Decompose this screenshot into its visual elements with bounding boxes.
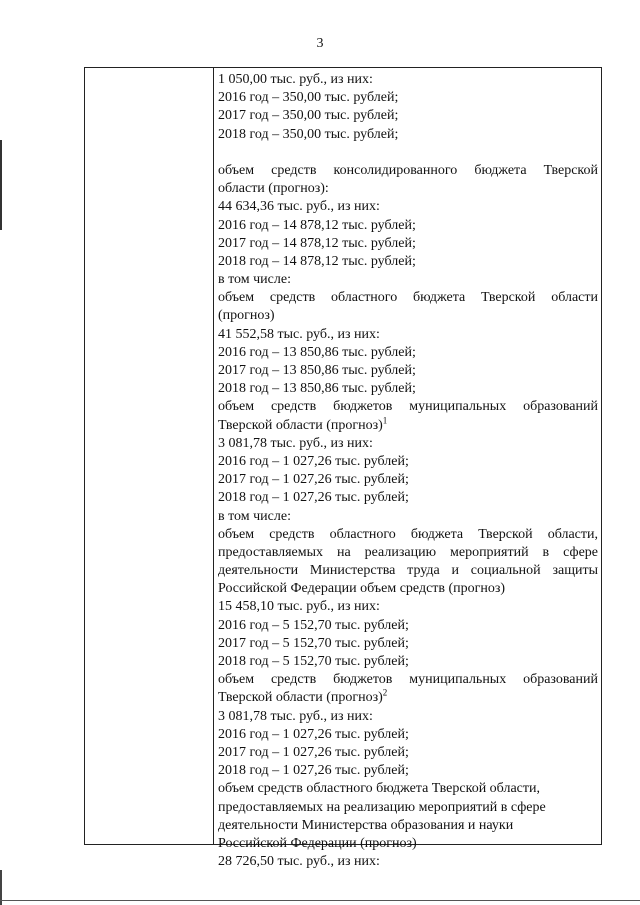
text-line xyxy=(218,689,598,707)
line-text: Российской Федерации объем средств (прогноз) xyxy=(218,581,506,597)
text-line xyxy=(218,380,598,398)
text-line xyxy=(218,126,598,144)
text-line xyxy=(218,817,598,835)
column-divider xyxy=(213,68,214,844)
text-line xyxy=(218,799,598,817)
line-text: 2016 год – 350,00 тыс. рублей; xyxy=(218,90,399,106)
financing-text-cell xyxy=(218,71,598,871)
line-text: области (прогноз): xyxy=(218,181,329,197)
text-line xyxy=(218,198,598,216)
text-line xyxy=(218,414,598,435)
text-line xyxy=(218,762,598,780)
line-text: 2017 год – 350,00 тыс. рублей; xyxy=(218,108,399,124)
text-line xyxy=(218,780,598,798)
line-text: 2017 год – 13 850,86 тыс. рублей; xyxy=(218,363,416,378)
text-line xyxy=(218,562,598,580)
line-text: 3 081,78 тыс. руб., из них: xyxy=(218,708,373,724)
line-text: объем средств бюджетов муниципальных образований xyxy=(218,399,598,415)
text-line xyxy=(218,471,598,489)
line-text: деятельности Министерства образования и науки xyxy=(218,817,514,833)
line-text: объем средств консолидированного бюджета Тверской xyxy=(218,162,598,178)
line-text: предоставляемых на реализацию мероприятий в сфере xyxy=(218,544,598,560)
text-line xyxy=(218,289,598,307)
line-text: в том числе: xyxy=(218,508,291,524)
text-line xyxy=(218,726,598,744)
line-text: 44 634,36 тыс. руб., из них: xyxy=(218,199,380,215)
line-text: 2017 год – 1 027,26 тыс. рублей; xyxy=(218,744,409,760)
text-line xyxy=(218,180,598,198)
text-line xyxy=(218,107,598,125)
text-line xyxy=(218,617,598,635)
line-text: 2017 год – 5 152,70 тыс. рублей; xyxy=(218,635,409,651)
line-text: 28 726,50 тыс. руб., из них: xyxy=(218,854,380,870)
scan-edge-line xyxy=(0,900,640,901)
footnote-marker: 1 xyxy=(382,414,388,425)
text-line xyxy=(218,508,598,526)
line-text: 2018 год – 350,00 тыс. рублей; xyxy=(218,126,399,142)
line-text: 2018 год – 13 850,86 тыс. рублей; xyxy=(218,381,416,397)
text-line xyxy=(218,853,598,871)
text-line xyxy=(218,671,598,689)
text-line xyxy=(218,398,598,416)
line-text: 2018 год – 1 027,26 тыс. рублей; xyxy=(218,490,409,506)
page-number: 3 xyxy=(316,36,324,51)
text-line xyxy=(218,217,598,235)
text-line xyxy=(218,344,598,362)
text-line xyxy=(218,362,598,380)
text-line xyxy=(218,489,598,507)
line-text: 2018 год – 5 152,70 тыс. рублей; xyxy=(218,654,409,669)
line-text: (прогноз) xyxy=(218,308,275,324)
text-line xyxy=(218,453,598,471)
line-text: Тверской области (прогноз) xyxy=(218,690,383,706)
text-line xyxy=(218,435,598,453)
footnote-marker: 2 xyxy=(382,687,388,698)
text-line xyxy=(218,162,598,180)
line-text: 2016 год – 13 850,86 тыс. рублей; xyxy=(218,344,416,360)
text-line xyxy=(218,326,598,344)
line-text: 15 458,10 тыс. руб., из них: xyxy=(218,599,380,615)
line-text: 2016 год – 14 878,12 тыс. рублей; xyxy=(218,217,416,233)
line-text: объем средств областного бюджета Тверской области, xyxy=(218,526,598,542)
line-text: объем средств областного бюджета Тверской области, xyxy=(218,781,540,797)
text-line xyxy=(218,598,598,616)
blank-line xyxy=(218,144,598,162)
line-text: 2018 год – 1 027,26 тыс. рублей; xyxy=(218,763,409,779)
line-text: 41 552,58 тыс. руб., из них: xyxy=(218,326,380,342)
text-line xyxy=(218,744,598,762)
line-text: 2016 год – 5 152,70 тыс. рублей; xyxy=(218,617,409,633)
line-text: предоставляемых на реализацию мероприятий в сфере xyxy=(218,799,546,815)
text-line xyxy=(218,271,598,289)
text-line xyxy=(218,89,598,107)
line-text: деятельности Министерства труда и социальной защиты xyxy=(218,563,598,579)
line-text: объем средств бюджетов муниципальных образований xyxy=(218,672,598,688)
line-text: 2018 год – 14 878,12 тыс. рублей; xyxy=(218,253,416,269)
line-text: Российской Федерации (прогноз) xyxy=(218,835,417,851)
financing-table xyxy=(84,67,602,870)
line-text: в том числе: xyxy=(218,272,291,288)
line-text: 2016 год – 1 027,26 тыс. рублей; xyxy=(218,453,409,469)
scan-edge-mark xyxy=(0,140,2,230)
line-text: Тверской области (прогноз) xyxy=(218,417,383,433)
line-text: 3 081,78 тыс. руб., из них: xyxy=(218,435,373,451)
text-line xyxy=(218,526,598,544)
text-line xyxy=(218,544,598,562)
line-text: объем средств областного бюджета Тверской области xyxy=(218,290,598,306)
line-text: 2016 год – 1 027,26 тыс. рублей; xyxy=(218,726,409,742)
line-text: 2017 год – 14 878,12 тыс. рублей; xyxy=(218,235,416,251)
line-text: 1 050,00 тыс. руб., из них: xyxy=(218,72,373,87)
text-line xyxy=(218,635,598,653)
text-line xyxy=(218,653,598,671)
line-text: 2017 год – 1 027,26 тыс. рублей; xyxy=(218,472,409,488)
text-line xyxy=(218,708,598,726)
text-line xyxy=(218,235,598,253)
text-line xyxy=(218,71,598,89)
text-line xyxy=(218,307,598,325)
text-line xyxy=(218,253,598,271)
text-line xyxy=(218,835,598,853)
text-line xyxy=(218,580,598,598)
